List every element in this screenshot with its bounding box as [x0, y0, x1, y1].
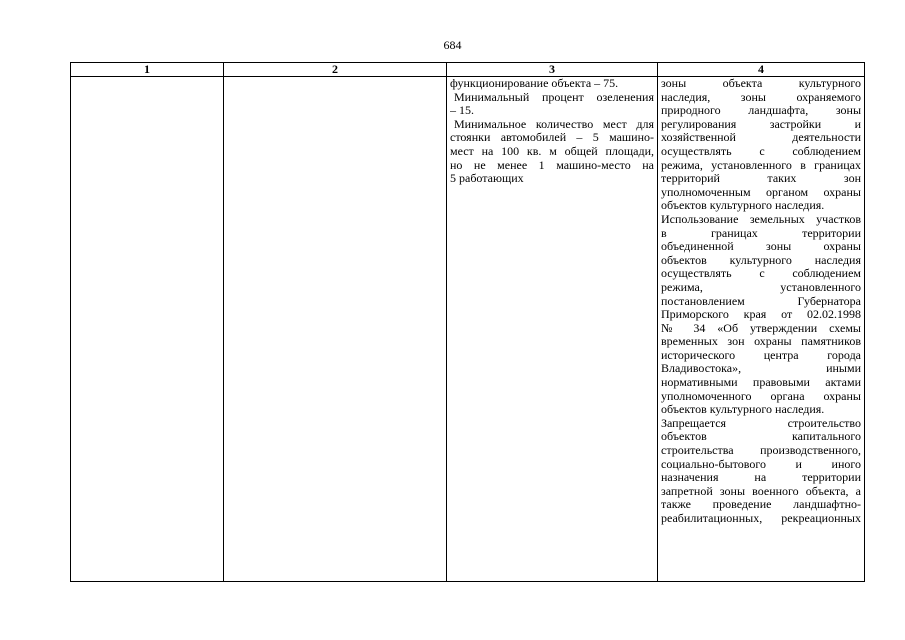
text-line: мест на 100 кв. м общей площади, [450, 144, 654, 158]
text-line: осуществлять с соблюдением [661, 267, 861, 281]
text-line: природного ландшафта, зоны [661, 104, 861, 118]
text-line: зоны объекта культурного [661, 77, 861, 90]
text-line: исторического центра города [661, 348, 861, 362]
text-line: № 34 «Об утверждении схемы [661, 321, 861, 335]
cell-col-3 [447, 77, 658, 582]
text-line: объединенной зоны охраны [661, 240, 861, 254]
text-line: объектов культурного наследия. [661, 199, 825, 213]
text-line: постановлением Губернатора [661, 294, 861, 308]
column-header-2: 2 [224, 63, 447, 77]
text-line: в границах территории [661, 226, 861, 240]
text-line: Запрещается строительство [661, 416, 861, 430]
text-line: реабилитационных, рекреационных [661, 512, 861, 525]
column-header-4: 4 [658, 63, 865, 77]
text-line: объектов культурного наследия. [661, 403, 825, 417]
text-line: наследия, зоны охраняемого [661, 90, 861, 104]
text-line: режима, установленного [661, 280, 861, 294]
text-line: – 15. [450, 104, 474, 118]
text-line: режима, установленного в границах [661, 158, 861, 172]
text-line: объектов капитального [661, 430, 861, 444]
text-line: строительства производственного, [661, 444, 861, 458]
text-line: Минимальное количество мест для [454, 117, 654, 131]
text-line: Минимальный процент озеленения [454, 90, 654, 104]
cell-col-2 [224, 77, 447, 582]
cell-col-4 [658, 77, 865, 582]
header-row [71, 63, 865, 77]
text-line: назначения на территории [661, 471, 861, 485]
text-line: хозяйственной деятельности [661, 131, 861, 145]
cell-col-1 [71, 77, 224, 582]
text-line: нормативными правовыми актами [661, 376, 861, 390]
column-header-1: 1 [71, 63, 224, 77]
text-line: запретной зоны военного объекта, а [661, 484, 861, 498]
text-line: Приморского края от 02.02.1998 [661, 308, 861, 322]
text-line: объектов культурного наследия [661, 253, 861, 267]
page-number: 684 [443, 38, 462, 52]
text-line: но не менее 1 машино-место на [450, 158, 654, 172]
table-row [71, 77, 865, 582]
text-line: территорий таких зон [661, 172, 861, 186]
column-header-3: 3 [447, 63, 658, 77]
text-line: Использование земельных участков [661, 212, 861, 226]
text-line: временных зон охраны памятников [661, 335, 861, 349]
text-line: осуществлять с соблюдением [661, 144, 861, 158]
text-line: социально-бытового и иного [661, 457, 861, 471]
text-line: функционирование объекта – 75. [450, 77, 619, 90]
text-line: регулирования застройки и [661, 117, 861, 131]
text-line: уполномоченным органом охраны [661, 185, 861, 199]
text-line: Владивостока», иными [661, 362, 861, 376]
text-line: 5 работающих [450, 172, 524, 186]
text-line: стоянки автомобилей – 5 машино- [450, 131, 654, 145]
text-line: также проведение ландшафтно- [661, 498, 861, 512]
text-line: уполномоченного органа охраны [661, 389, 861, 403]
regulation-table [70, 62, 865, 582]
